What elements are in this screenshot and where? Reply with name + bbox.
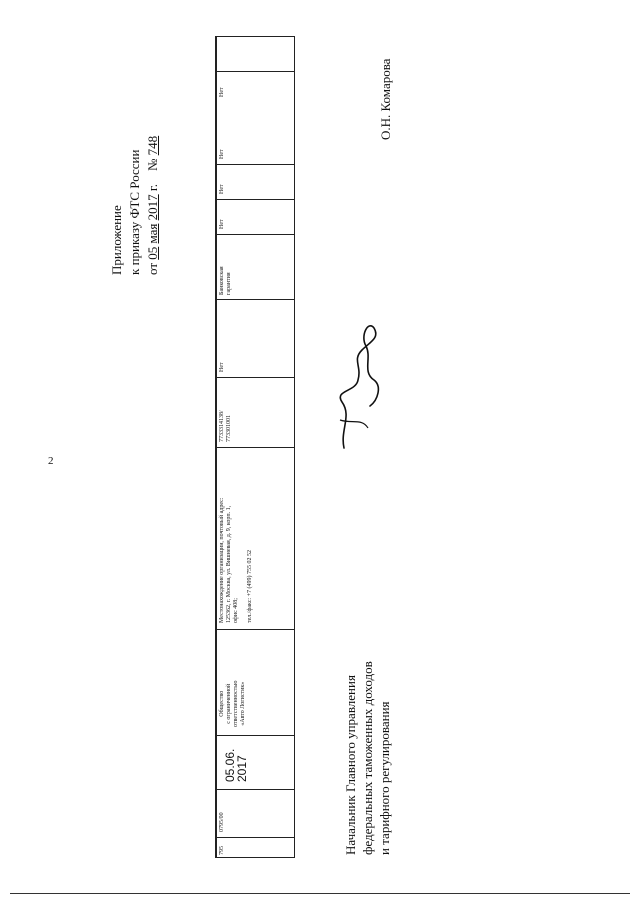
cell-bank-guarantee: Банковская гарантия xyxy=(219,266,232,295)
cell-none-2: Нет xyxy=(219,219,225,229)
registry-table xyxy=(215,36,295,858)
appendix-title: Приложение xyxy=(109,205,124,275)
cell-address: Местонахождение организации, почтовый адрес: 125362, г. Москва, ул. Вишневая, д. 9, корп. 1, офис 408; тел./факс: +7 (499) 755 02 52 xyxy=(219,497,253,623)
order-number: 748 xyxy=(145,135,160,156)
order-month: мая xyxy=(145,223,160,244)
cell-date: 05.06. 2017 xyxy=(223,748,249,782)
cell-none-1: Нет xyxy=(219,362,225,372)
column-divider xyxy=(216,837,294,838)
cell-none-4: Нет xyxy=(219,149,225,159)
column-divider xyxy=(216,447,294,448)
order-reference: к приказу ФТС России xyxy=(127,149,142,275)
appendix-header xyxy=(108,136,162,275)
column-divider xyxy=(216,164,294,165)
signatory-title: Начальник Главного управления федеральных таможенных доходов и тарифного регулирования xyxy=(343,661,392,855)
page-bottom-rule xyxy=(10,893,630,894)
order-date-line: от 05 мая 2017 г. № 748 xyxy=(145,135,160,275)
cell-none-3: Нет xyxy=(219,184,225,194)
cell-inn-kpp: 7733314138/ 773301001 xyxy=(219,410,232,442)
order-year: 2017 xyxy=(145,194,160,221)
signatory-name: О.Н. Комарова xyxy=(378,58,393,140)
cell-code: 0795/00 xyxy=(219,812,225,832)
column-divider xyxy=(216,629,294,630)
column-divider xyxy=(216,299,294,300)
column-divider xyxy=(216,71,294,72)
column-divider xyxy=(216,789,294,790)
page-number: 2 xyxy=(48,455,54,467)
column-divider xyxy=(216,735,294,736)
handwritten-signature xyxy=(322,320,392,455)
cell-organization: Общество с ограниченной ответственностью «Авто Логистик» xyxy=(219,680,246,727)
column-divider xyxy=(216,377,294,378)
order-day: 05 xyxy=(145,246,160,260)
column-divider xyxy=(216,234,294,235)
cell-row-number: 795 xyxy=(219,846,225,855)
column-divider xyxy=(216,199,294,200)
cell-none-5: Нет xyxy=(219,87,225,97)
